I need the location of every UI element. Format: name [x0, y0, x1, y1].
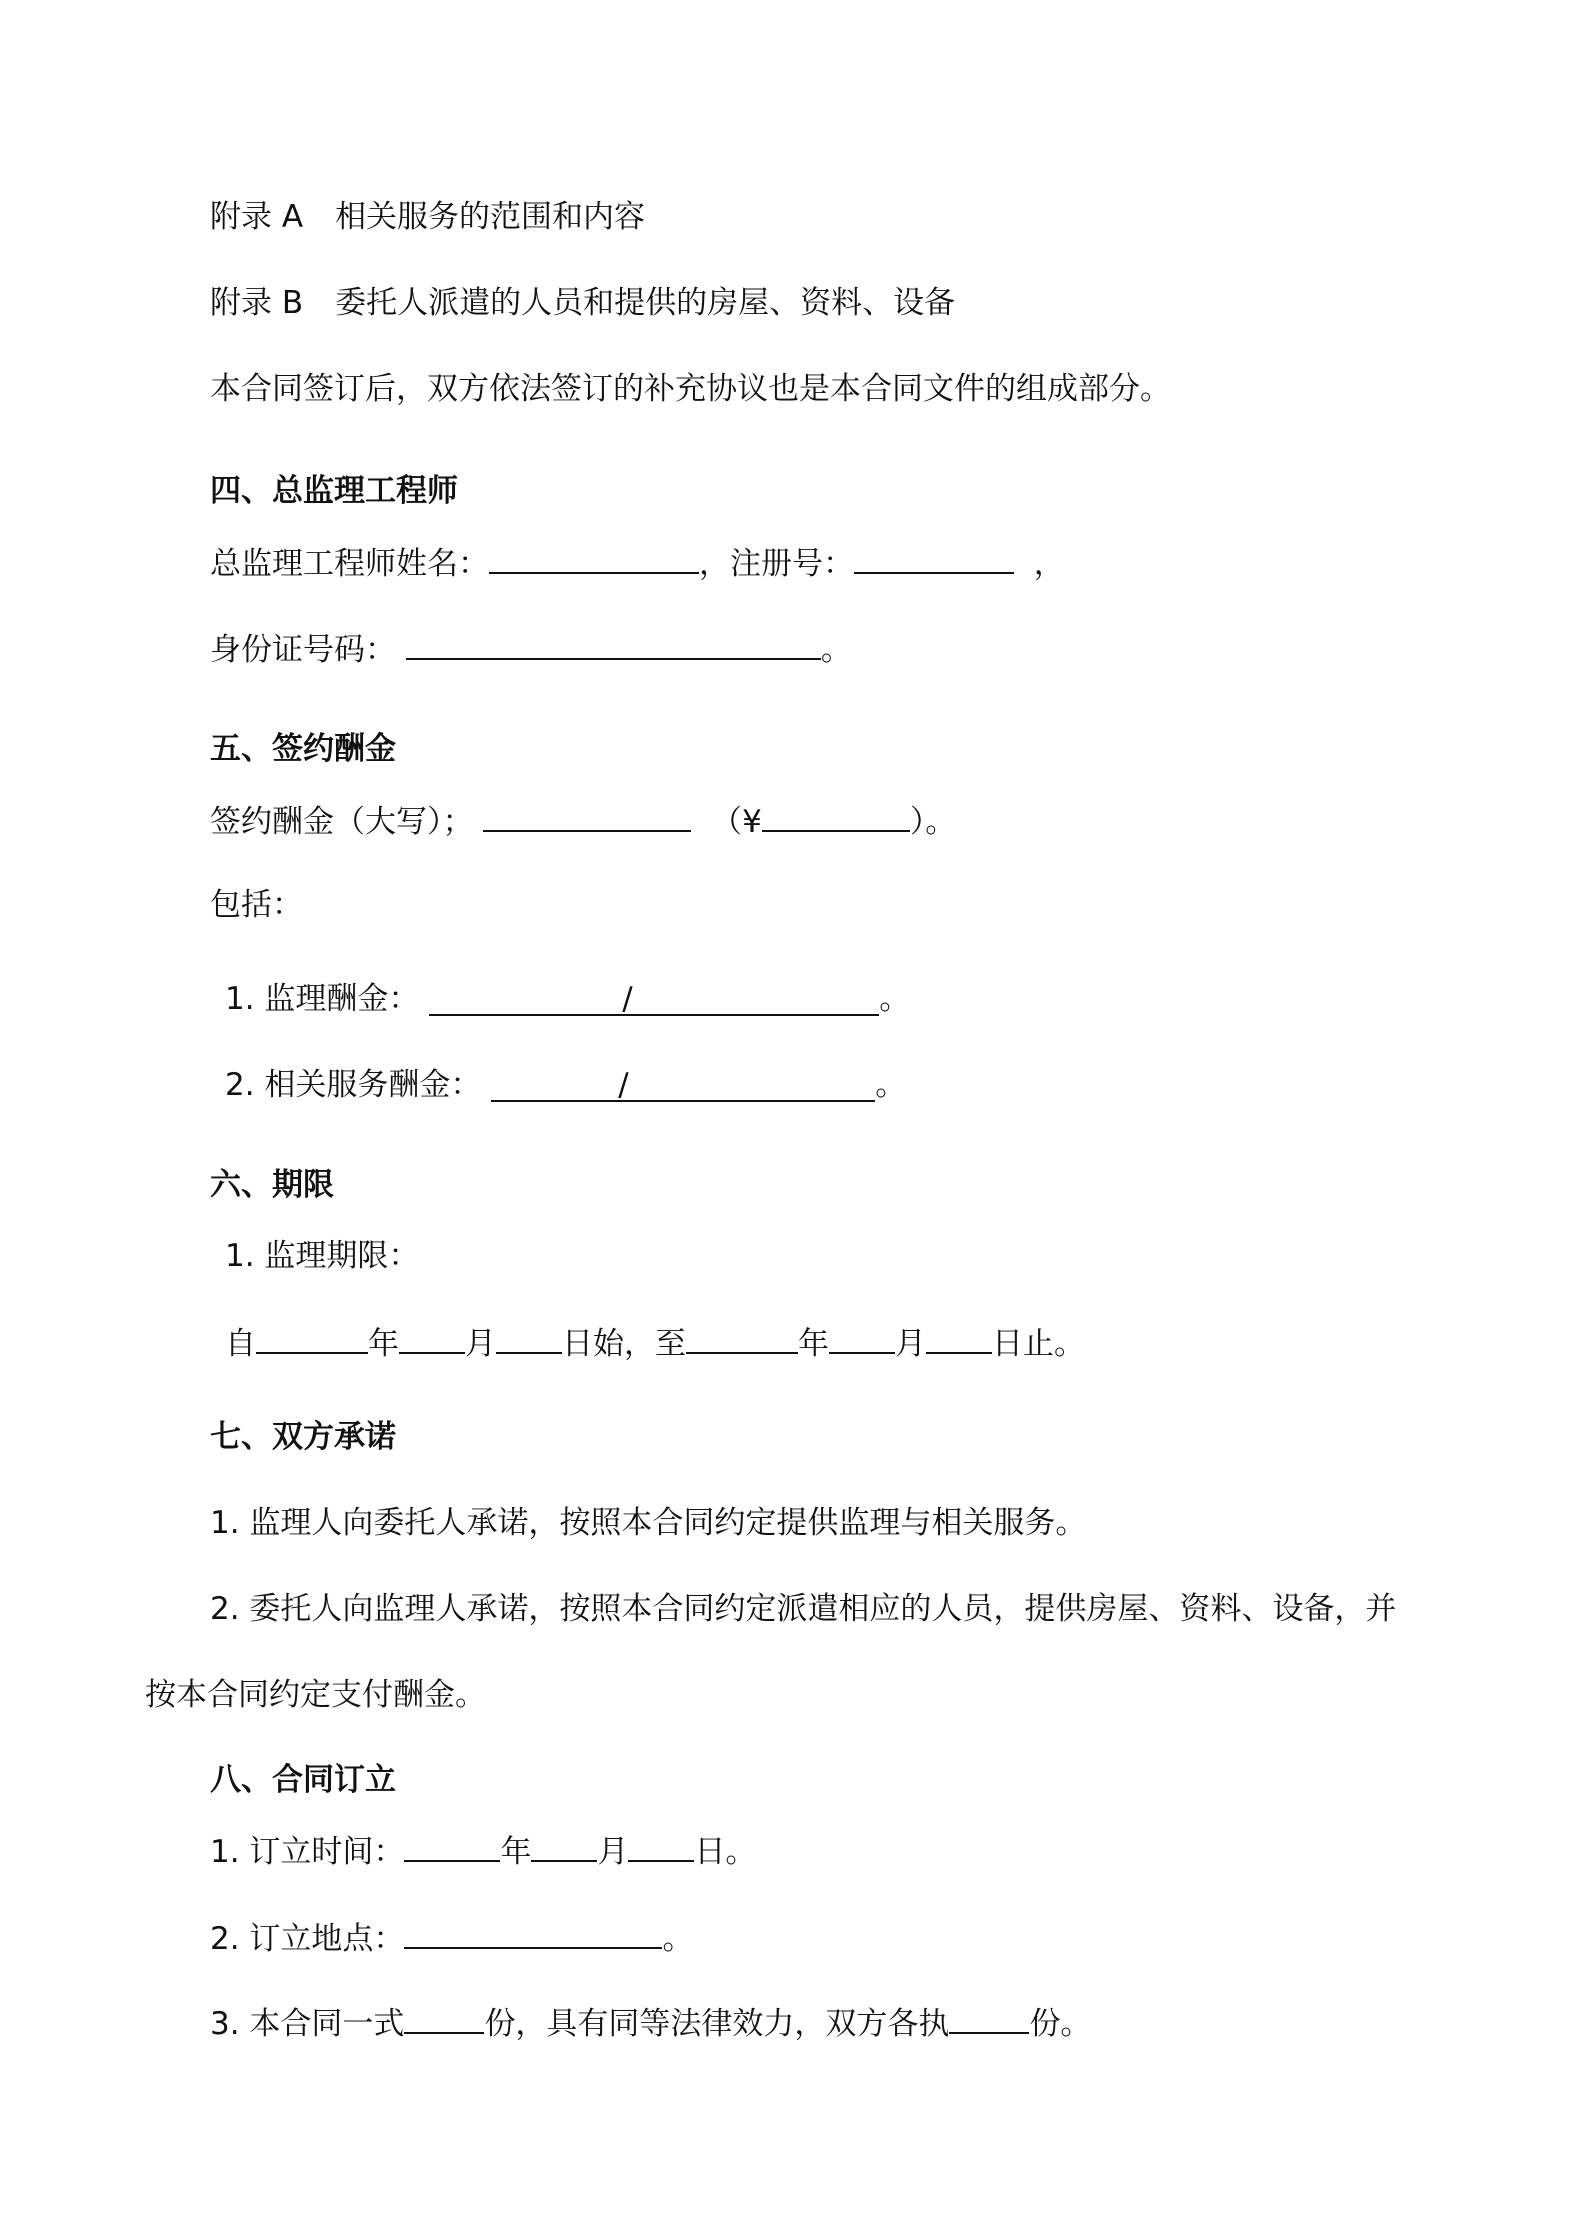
appendix-a-text: 相关服务的范围和内容: [335, 199, 646, 235]
section7-heading: 七、双方承诺: [210, 1419, 396, 1455]
name-blank[interactable]: [489, 542, 699, 574]
appendix-b-line: [210, 283, 955, 323]
item2-label: 2. 相关服务酬金：: [225, 1067, 482, 1103]
id-number-line: [210, 628, 852, 670]
item1-value: /: [622, 981, 633, 1017]
supplement-note: 本合同签订后，双方依法签订的补充协议也是本合同文件的组成部分。: [210, 371, 1171, 407]
fee-words-blank[interactable]: [483, 800, 691, 832]
copies-prefix: 3. 本合同一式: [210, 2006, 405, 2042]
copies-total-blank[interactable]: [404, 2002, 484, 2034]
commitment-2-line1: 2. 委托人向监理人承诺，按照本合同约定派遣相应的人员，提供房屋、资料、设备，并: [210, 1591, 1397, 1627]
include-label: 包括：: [210, 887, 303, 923]
supervision-fee-line: [225, 979, 910, 1019]
copies-end: 份。: [1029, 2006, 1092, 2042]
year-label: 年: [368, 1326, 399, 1362]
fee-yen-open: （¥: [711, 804, 762, 840]
item1-end: 。: [879, 981, 911, 1017]
section5-heading: 五、签约酬金: [210, 731, 396, 767]
commitment-2-line2: 按本合同约定支付酬金。: [145, 1677, 486, 1713]
start-year-blank[interactable]: [256, 1322, 368, 1354]
reg-blank[interactable]: [854, 542, 1014, 574]
fee-label: 签约酬金（大写）；: [210, 804, 474, 840]
term-label: 1. 监理期限：: [225, 1238, 420, 1274]
copies-each-blank[interactable]: [949, 2002, 1029, 2034]
appendix-a-label: 附录 A: [210, 199, 304, 235]
sign-place-end: 。: [662, 1921, 694, 1957]
year-label-2: 年: [798, 1326, 829, 1362]
end-day-blank[interactable]: [926, 1322, 992, 1354]
related-service-fee-line: [225, 1065, 906, 1105]
sign-year-label: 年: [500, 1834, 532, 1870]
sign-time-label: 1. 订立时间：: [210, 1834, 405, 1870]
sign-month-blank[interactable]: [531, 1830, 597, 1862]
section6-heading: 六、期限: [210, 1167, 334, 1203]
item2-value: /: [618, 1067, 629, 1103]
day-start-label: 日始，至: [562, 1326, 686, 1362]
start-day-blank[interactable]: [496, 1322, 562, 1354]
sign-month-label: 月: [597, 1834, 629, 1870]
appendix-b-text: 委托人派遣的人员和提供的房屋、资料、设备: [335, 285, 956, 321]
section4-heading: 四、总监理工程师: [210, 473, 458, 509]
sign-place-blank[interactable]: [404, 1917, 662, 1949]
reg-label: ，注册号：: [699, 546, 854, 582]
copies-line: [210, 2002, 1091, 2044]
end-year-blank[interactable]: [686, 1322, 798, 1354]
end-month-blank[interactable]: [829, 1322, 895, 1354]
chief-engineer-line: [210, 542, 1065, 584]
section8-heading: 八、合同订立: [210, 1762, 396, 1798]
fee-yen-blank[interactable]: [762, 800, 910, 832]
related-fee-blank[interactable]: [491, 1067, 875, 1103]
month-label: 月: [465, 1326, 496, 1362]
sign-day-blank[interactable]: [628, 1830, 694, 1862]
commitment-1: 1. 监理人向委托人承诺，按照本合同约定提供监理与相关服务。: [210, 1505, 1087, 1541]
from-label: 自: [225, 1326, 256, 1362]
appendix-a-line: [210, 197, 645, 237]
day-end-label: 日止。: [992, 1326, 1085, 1362]
id-blank[interactable]: [406, 628, 821, 660]
sign-place-label: 2. 订立地点：: [210, 1921, 405, 1957]
term-date-line: [225, 1322, 1085, 1364]
name-label: 总监理工程师姓名：: [210, 546, 489, 582]
supervision-fee-blank[interactable]: [429, 981, 879, 1017]
sign-year-blank[interactable]: [404, 1830, 500, 1862]
fee-line: [210, 800, 956, 842]
sign-date-line: [210, 1830, 756, 1872]
id-end: 。: [820, 632, 852, 668]
sign-day-label: 日。: [694, 1834, 757, 1870]
sign-place-line: [210, 1917, 693, 1959]
month-label-2: 月: [895, 1326, 926, 1362]
start-month-blank[interactable]: [399, 1322, 465, 1354]
id-label: 身份证号码：: [210, 632, 396, 668]
copies-mid: 份，具有同等法律效力，双方各执: [484, 2006, 950, 2042]
item1-label: 1. 监理酬金：: [225, 981, 420, 1017]
reg-end: ，: [1033, 546, 1065, 582]
fee-yen-close: ）。: [909, 804, 957, 840]
appendix-b-label: 附录 B: [210, 285, 304, 321]
item2-end: 。: [875, 1067, 907, 1103]
